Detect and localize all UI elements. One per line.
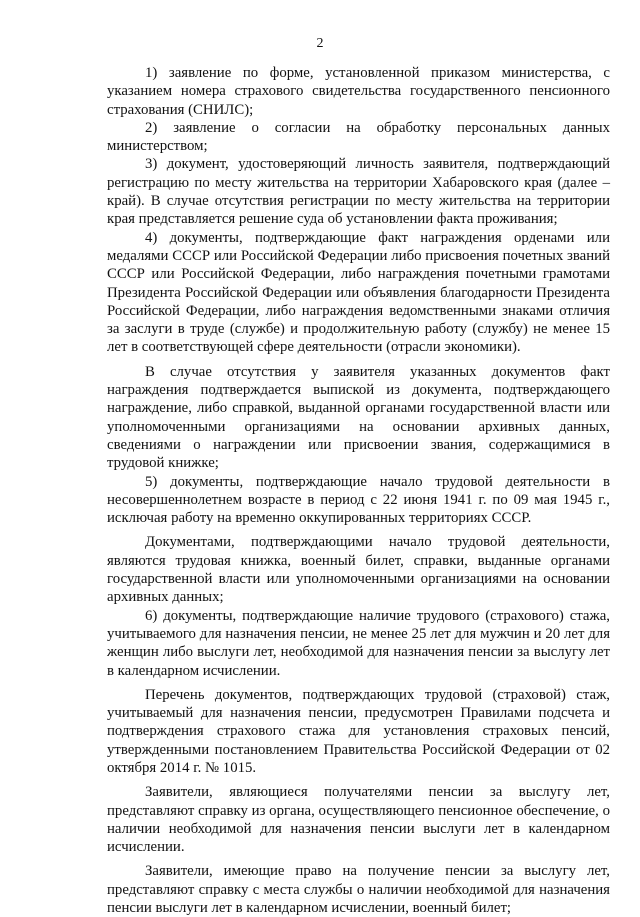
paragraph-work-start-documents: Документами, подтверждающими начало трудовой деятельности, являются трудовая книжка, военный билет, справки, выданные органами государственной власти или уполномоченными организациями на основании архивных данных;	[107, 534, 610, 606]
paragraph-item-1: 1) заявление по форме, установленной приказом министерства, с указанием номера страхового свидетельства государственного пенсионного страхования (СНИЛС);	[107, 65, 610, 118]
paragraph-pension-eligible: Заявители, имеющие право на получение пенсии за выслугу лет, представляют справку с места службы о наличии необходимой для назначения пенсии выслуги лет в календарном исчислении, военный билет;	[107, 863, 610, 917]
page-number: 2	[316, 36, 324, 51]
paragraph-award-confirmation: В случае отсутствия у заявителя указанных документов факт награждения подтверждается выпиской из документа, подтверждающего награждение, либо справкой, выданной органами государственной власти или уполномоченными организациями на основании архивных данных, сведениями о награждении или присвоении звания, содержащимися в трудовой книжке;	[107, 363, 610, 472]
paragraph-item-5: 5) документы, подтверждающие начало трудовой деятельности в несовершеннолетнем возрасте в период с 22 июня 1941 г. по 09 мая 1945 г., исключая работу на временно оккупированных территориях СССР.	[107, 473, 610, 527]
paragraph-item-4: 4) документы, подтверждающие факт награждения орденами или медалями СССР или Российской Федерации либо присвоения почетных званий СССР или Российской Федерации, либо награждения почетными грамотами Президента Российской Федерации или объявления благодарности Президента Российской Федерации, либо награждения ведомственными знаками отличия за заслуги в труде (службе) и продолжительную работу (службу) не менее 15 лет в соответствующей сфере деятельности (отрасли экономики).	[107, 229, 610, 356]
paragraph-pension-recipients: Заявители, являющиеся получателями пенсии за выслугу лет, представляют справку из органа, осуществляющего пенсионное обеспечение, о наличии необходимой для назначения пенсии выслуги лет в календарном исчислении.	[107, 784, 610, 856]
paragraph-item-6: 6) документы, подтверждающие наличие трудового (страхового) стажа, учитываемого для назначения пенсии, не менее 25 лет для мужчин и 20 лет для женщин либо выслуги лет, необходимой для назначения пенсии за выслугу лет в календарном исчислении.	[107, 607, 610, 679]
paragraph-item-3: 3) документ, удостоверяющий личность заявителя, подтверждающий регистрацию по месту жительства на территории Хабаровского края (далее – край). В случае отсутствия регистрации по месту жительства на территории края представляется решение суда об установлении факта проживания;	[107, 156, 610, 228]
paragraph-item-2: 2) заявление о согласии на обработку персональных данных министерством;	[107, 119, 610, 155]
paragraph-service-record-list: Перечень документов, подтверждающих трудовой (страховой) стаж, учитываемый для назначения пенсии, предусмотрен Правилами подсчета и подтверждения страхового стажа для установления страховых пенсий, утвержденными постановлением Правительства Российской Федерации от 02 октября 2014 г. № 1015.	[107, 686, 610, 776]
document-body	[107, 64, 610, 917]
